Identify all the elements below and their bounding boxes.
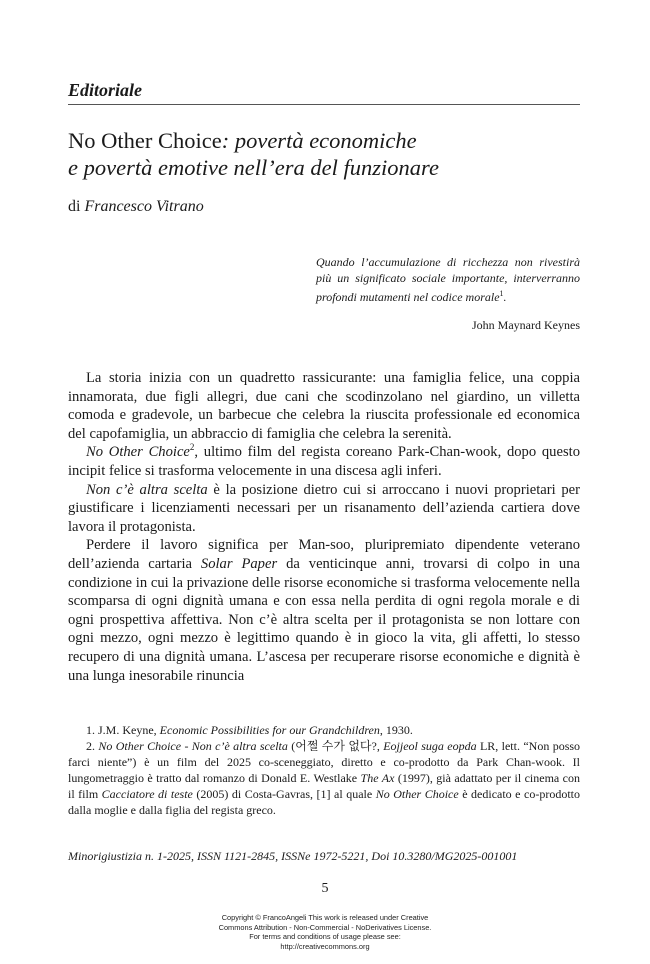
- epigraph-author: John Maynard Keynes: [472, 318, 580, 332]
- footnote-2-text-b: LR, lett. “Non posso farci niente”) è un film del 2025 co-sceneggiato, diretto e co-prodotto da Park Chan-wook. Il lungometraggio è tratto dal romanzo di Donald E. Westlake: [68, 739, 581, 785]
- title-film: No Other Choice: [68, 128, 222, 153]
- film-title: No Other Choice: [86, 444, 190, 461]
- copyright-line-3: For terms and conditions of usage please see:: [249, 932, 401, 942]
- paragraph-1: [68, 369, 580, 443]
- footnote-2: [68, 738, 580, 818]
- copyright-line-1: Copyright © FrancoAngeli This work is released under Creative: [221, 913, 429, 922]
- footnote-2-film-title-2: No Other Choice: [375, 787, 459, 801]
- author-name: Francesco Vitrano: [84, 198, 204, 215]
- paragraph-2: [68, 443, 580, 480]
- footnote-2-earlier-film: Cacciatore di teste: [101, 787, 193, 801]
- copyright-line-2: Commons Attribution - Non-Commercial - NoDerivatives License.: [218, 922, 432, 932]
- page-number: 5: [321, 881, 329, 896]
- paragraph-3: [68, 481, 580, 537]
- footnote-2-novel-title: The Ax: [360, 771, 395, 785]
- footnote-ref-2[interactable]: 2: [189, 442, 195, 453]
- footnote-2-text-e: è dedicato e co-prodotto dalla moglie e dalla figlia del regista greco.: [68, 787, 580, 817]
- section-label: Editoriale: [68, 80, 143, 100]
- copyright-link[interactable]: http://creativecommons.org: [280, 941, 370, 951]
- paragraph-4-text-b: da venticinque anni, trovarsi di colpo in una condizione in cui la privazione delle risorse economiche si trasforma velocemente nella scomparsa di ogni dignità umana e con essa nella perdita di ogni regola morale e di ogni prospettiva affettiva. Non c’è altra scelta per il protagonista se non lottare con ogni mezzo, ogni mezzo è legittimo quando è in gioco la vita, gli affetti, lo stesso recupero di una dignità umana. L’ascesa per recuperare risorse economiche e dignità è una lunga inesorabile rinuncia: [68, 555, 580, 684]
- journal-citation: Minorigiustizia n. 1-2025, ISSN 1121-2845, ISSNe 1972-5221, Doi 10.3280/MG2025-001001: [68, 849, 518, 863]
- paragraph-1-text: La storia inizia con un quadretto rassicurante: una famiglia felice, una coppia innamorata, due figli allegri, due cani che scodinzolano nel giardino, un villetta comoda e gradevole, un barbecue che celebra la riuscita professionale ed economica del capofamiglia, un abbraccio di famiglia che celebra la serenità.: [68, 370, 580, 442]
- footnote-2-romanization: Eojjeol suga eopda: [383, 739, 477, 753]
- paragraph-2-text: , ultimo film del regista coreano Park-Chan-wook, dopo questo incipit felice si trasforma velocemente in una discesa agli inferi.: [68, 444, 580, 479]
- epigraph: [316, 254, 580, 305]
- footnote-2-text-c: (1997), già adattato per il cinema con il film: [68, 771, 580, 801]
- footnote-2-film-title: No Other Choice - Non c’è altra scelta: [98, 739, 288, 753]
- paragraph-4-text-a: Perdere il lavoro significa per Man-soo, pluripremiato dipendente veterano dell’azienda cartaria: [68, 537, 580, 572]
- footnote-2-number: 2.: [86, 739, 99, 753]
- copyright-notice: [125, 913, 525, 951]
- footnote-1: [68, 722, 580, 738]
- epigraph-end: .: [503, 290, 507, 304]
- footnote-2-text-d: (2005) di Costa-Gavras, [1] al quale: [192, 787, 376, 801]
- company-name: Solar Paper: [200, 555, 278, 572]
- epigraph-text: Quando l’accumulazione di ricchezza non rivestirà più un significato sociale importante, interverranno profondi mutamenti nel codice morale: [316, 255, 580, 304]
- epigraph-note-ref[interactable]: 1: [499, 289, 504, 298]
- title-subtitle-1: : povertà economiche: [221, 128, 417, 153]
- footnote-2-korean-title: (어쩔 수가 없다?,: [287, 739, 384, 753]
- title-subtitle-2: e povertà emotive nell’era del funzionare: [68, 155, 439, 180]
- byline: [68, 198, 204, 216]
- byline-prefix: di: [68, 198, 81, 215]
- film-title-italian: Non c’è altra scelta: [86, 481, 208, 498]
- paragraph-4: [68, 536, 580, 685]
- footnote-1-text-a: 1. J.M. Keyne,: [86, 723, 160, 737]
- paragraph-3-text: è la posizione dietro cui si arroccano i nuovi proprietari per giustificare i licenziamenti necessari per un risanamento dell’azienda cartiera dove lavora il protagonista.: [68, 481, 581, 535]
- article-title: [68, 127, 588, 181]
- footnote-1-text-b: , 1930.: [379, 723, 413, 737]
- section-divider: [68, 104, 580, 105]
- article-body: [68, 369, 580, 685]
- footnote-1-book-title: Economic Possibilities for our Grandchildren: [159, 723, 380, 737]
- footnotes: [68, 722, 580, 818]
